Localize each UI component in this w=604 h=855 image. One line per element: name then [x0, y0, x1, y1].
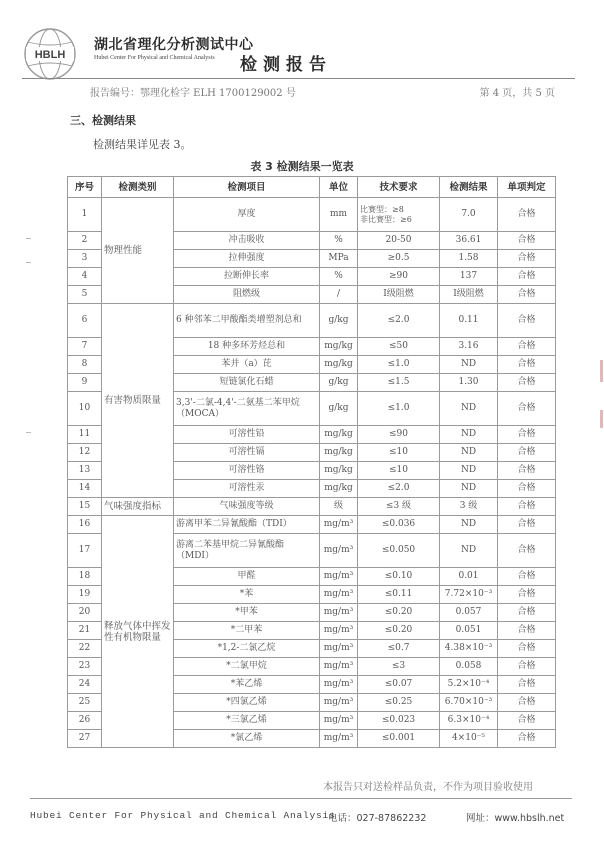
row-number-cell: 8: [68, 356, 102, 374]
disclaimer: 本报告只对送检样品负责，不作为项目验收使用: [323, 782, 533, 793]
test-item-cell: *四氯乙烯: [174, 694, 320, 712]
test-item-cell: 可溶性汞: [174, 480, 320, 498]
table-header-row: [68, 177, 556, 198]
organization-name-cn: 湖北省理化分析测试中心: [94, 37, 254, 53]
requirement-cell: ≤1.5: [358, 374, 440, 392]
judgement-cell: 合格: [498, 712, 556, 730]
requirement-cell: ≤0.20: [358, 622, 440, 640]
report-title: 检测报告: [240, 55, 332, 75]
row-number-cell: 20: [68, 604, 102, 622]
test-item-cell: *三氯乙烯: [174, 712, 320, 730]
requirement-cell: ≤2.0: [358, 304, 440, 338]
unit-cell: %: [320, 268, 358, 286]
unit-cell: mg/m³: [320, 712, 358, 730]
test-item-cell: *1,2-二氯乙烷: [174, 640, 320, 658]
page-edge-mark: [600, 410, 603, 428]
row-number-cell: 7: [68, 338, 102, 356]
unit-cell: mg/m³: [320, 694, 358, 712]
test-item-cell: 苯并（a）芘: [174, 356, 320, 374]
requirement-cell: ≥90: [358, 268, 440, 286]
judgement-cell: 合格: [498, 250, 556, 268]
test-item-cell: *二甲苯: [174, 622, 320, 640]
judgement-cell: 合格: [498, 604, 556, 622]
result-cell: ND: [440, 516, 498, 534]
row-number-cell: 19: [68, 586, 102, 604]
row-number-cell: 11: [68, 426, 102, 444]
unit-cell: mg/m³: [320, 568, 358, 586]
result-cell: 6.3×10⁻⁴: [440, 712, 498, 730]
category-cell: 气味强度指标: [102, 498, 174, 516]
requirement-cell: Ⅰ级阻燃: [358, 286, 440, 304]
header-cell: 检测项目: [174, 177, 320, 198]
margin-mark: [26, 432, 31, 433]
requirement-cell: 比赛型：≥8 非比赛型：≥6: [358, 198, 440, 232]
unit-cell: MPa: [320, 250, 358, 268]
judgement-cell: 合格: [498, 338, 556, 356]
unit-cell: mg/m³: [320, 534, 358, 568]
table-row: [68, 498, 556, 516]
footer-phone: 电话：027-87862232: [328, 813, 427, 824]
table-row: [68, 516, 556, 534]
table-row: [68, 198, 556, 232]
margin-mark: [26, 238, 31, 239]
judgement-cell: 合格: [498, 568, 556, 586]
page-number: 第 4 页，共 5 页: [479, 88, 555, 99]
requirement-cell: ≤0.023: [358, 712, 440, 730]
judgement-cell: 合格: [498, 462, 556, 480]
judgement-cell: 合格: [498, 232, 556, 250]
header-cell: 单项判定: [498, 177, 556, 198]
header-cell: 单位: [320, 177, 358, 198]
requirement-cell: ≤10: [358, 462, 440, 480]
unit-cell: mg/kg: [320, 444, 358, 462]
unit-cell: mg/kg: [320, 338, 358, 356]
header-cell: 技术要求: [358, 177, 440, 198]
test-item-cell: *二氯甲烷: [174, 658, 320, 676]
test-item-cell: 拉伸强度: [174, 250, 320, 268]
test-item-cell: 冲击吸收: [174, 232, 320, 250]
result-cell: 3.16: [440, 338, 498, 356]
unit-cell: mg/m³: [320, 676, 358, 694]
test-item-cell: 拉断伸长率: [174, 268, 320, 286]
requirement-cell: ≤1.0: [358, 392, 440, 426]
result-cell: 0.051: [440, 622, 498, 640]
requirement-cell: ≤90: [358, 426, 440, 444]
requirement-cell: ≤0.001: [358, 730, 440, 748]
judgement-cell: 合格: [498, 534, 556, 568]
test-item-cell: 厚度: [174, 198, 320, 232]
margin-mark: [26, 262, 31, 263]
requirement-cell: ≤0.10: [358, 568, 440, 586]
header-cell: 检测结果: [440, 177, 498, 198]
test-item-cell: 甲醛: [174, 568, 320, 586]
unit-cell: 级: [320, 498, 358, 516]
requirement-cell: ≤0.036: [358, 516, 440, 534]
test-item-cell: 可溶性铬: [174, 462, 320, 480]
result-cell: 6.70×10⁻³: [440, 694, 498, 712]
requirement-cell: ≤0.11: [358, 586, 440, 604]
row-number-cell: 25: [68, 694, 102, 712]
footer-website: 网址：www.hbslh.net: [466, 813, 565, 824]
judgement-cell: 合格: [498, 622, 556, 640]
organization-name-en: Hubei Center For Physical and Chemical Analysis: [94, 55, 215, 61]
test-item-cell: *甲苯: [174, 604, 320, 622]
judgement-cell: 合格: [498, 516, 556, 534]
test-item-cell: *苯: [174, 586, 320, 604]
judgement-cell: 合格: [498, 640, 556, 658]
result-cell: ND: [440, 462, 498, 480]
unit-cell: mg/m³: [320, 516, 358, 534]
judgement-cell: 合格: [498, 356, 556, 374]
row-number-cell: 3: [68, 250, 102, 268]
unit-cell: g/kg: [320, 374, 358, 392]
svg-text:HBLH: HBLH: [34, 49, 66, 61]
result-cell: ND: [440, 480, 498, 498]
page-edge-mark: [600, 360, 603, 382]
results-table: [67, 176, 556, 748]
test-item-cell: 18 种多环芳烃总和: [174, 338, 320, 356]
test-item-cell: 气味强度等级: [174, 498, 320, 516]
test-item-cell: 短链氯化石蜡: [174, 374, 320, 392]
test-item-cell: 可溶性镉: [174, 444, 320, 462]
hblh-globe-logo: [22, 26, 78, 82]
category-cell: 物理性能: [102, 198, 174, 304]
test-item-cell: 游离甲苯二异氰酸酯（TDI）: [174, 516, 320, 534]
unit-cell: mg/m³: [320, 604, 358, 622]
header-cell: 检测类别: [102, 177, 174, 198]
row-number-cell: 24: [68, 676, 102, 694]
result-cell: ND: [440, 392, 498, 426]
unit-cell: mg/kg: [320, 462, 358, 480]
table-caption: 表 3 检测结果一览表: [250, 160, 354, 173]
requirement-cell: ≤1.0: [358, 356, 440, 374]
judgement-cell: 合格: [498, 304, 556, 338]
result-cell: 4×10⁻⁵: [440, 730, 498, 748]
unit-cell: mg/kg: [320, 480, 358, 498]
requirement-cell: ≤0.20: [358, 604, 440, 622]
result-cell: 7.72×10⁻³: [440, 586, 498, 604]
judgement-cell: 合格: [498, 286, 556, 304]
table-row: [68, 304, 556, 338]
result-cell: 5.2×10⁻⁴: [440, 676, 498, 694]
result-cell: ND: [440, 426, 498, 444]
test-item-cell: 3,3'-二氯-4,4'-二氨基二苯甲烷（MOCA）: [174, 392, 320, 426]
test-item-cell: 游离二苯基甲烷二异氰酸酯（MDI）: [174, 534, 320, 568]
row-number-cell: 21: [68, 622, 102, 640]
requirement-cell: ≤2.0: [358, 480, 440, 498]
result-cell: ND: [440, 534, 498, 568]
row-number-cell: 27: [68, 730, 102, 748]
requirement-cell: ≤0.7: [358, 640, 440, 658]
test-item-cell: 可溶性铅: [174, 426, 320, 444]
footer-divider: [30, 798, 572, 799]
requirement-cell: ≤10: [358, 444, 440, 462]
row-number-cell: 17: [68, 534, 102, 568]
footer-organization: Hubei Center For Physical and Chemical Analysis: [30, 810, 336, 821]
result-cell: 137: [440, 268, 498, 286]
row-number-cell: 26: [68, 712, 102, 730]
requirement-cell: 20-50: [358, 232, 440, 250]
test-item-cell: 阻燃级: [174, 286, 320, 304]
result-cell: 0.057: [440, 604, 498, 622]
result-cell: Ⅰ级阻燃: [440, 286, 498, 304]
requirement-cell: ≥0.5: [358, 250, 440, 268]
result-cell: 1.30: [440, 374, 498, 392]
row-number-cell: 2: [68, 232, 102, 250]
test-item-cell: *苯乙烯: [174, 676, 320, 694]
header-cell: 序号: [68, 177, 102, 198]
judgement-cell: 合格: [498, 198, 556, 232]
unit-cell: mg/m³: [320, 586, 358, 604]
letterhead: [22, 26, 582, 86]
row-number-cell: 12: [68, 444, 102, 462]
judgement-cell: 合格: [498, 268, 556, 286]
category-cell: 有害物质限量: [102, 304, 174, 498]
result-cell: 0.01: [440, 568, 498, 586]
row-number-cell: 23: [68, 658, 102, 676]
judgement-cell: 合格: [498, 586, 556, 604]
unit-cell: mg/m³: [320, 640, 358, 658]
row-number-cell: 4: [68, 268, 102, 286]
judgement-cell: 合格: [498, 658, 556, 676]
result-cell: 3 级: [440, 498, 498, 516]
unit-cell: mg/kg: [320, 426, 358, 444]
row-number-cell: 13: [68, 462, 102, 480]
result-cell: 0.058: [440, 658, 498, 676]
judgement-cell: 合格: [498, 444, 556, 462]
result-cell: 36.61: [440, 232, 498, 250]
unit-cell: mm: [320, 198, 358, 232]
judgement-cell: 合格: [498, 426, 556, 444]
row-number-cell: 14: [68, 480, 102, 498]
result-cell: 7.0: [440, 198, 498, 232]
header-divider: [22, 78, 575, 79]
test-item-cell: 6 种邻苯二甲酸酯类增塑剂总和: [174, 304, 320, 338]
judgement-cell: 合格: [498, 730, 556, 748]
row-number-cell: 18: [68, 568, 102, 586]
row-number-cell: 16: [68, 516, 102, 534]
row-number-cell: 6: [68, 304, 102, 338]
unit-cell: mg/kg: [320, 356, 358, 374]
row-number-cell: 9: [68, 374, 102, 392]
requirement-cell: ≤3: [358, 658, 440, 676]
judgement-cell: 合格: [498, 374, 556, 392]
requirement-cell: ≤50: [358, 338, 440, 356]
intro-text: 检测结果详见表 3。: [93, 138, 192, 151]
judgement-cell: 合格: [498, 498, 556, 516]
row-number-cell: 1: [68, 198, 102, 232]
requirement-cell: ≤3 级: [358, 498, 440, 516]
requirement-cell: ≤0.050: [358, 534, 440, 568]
judgement-cell: 合格: [498, 392, 556, 426]
test-item-cell: *氯乙烯: [174, 730, 320, 748]
unit-cell: %: [320, 232, 358, 250]
section-title: 三、检测结果: [70, 114, 136, 127]
unit-cell: g/kg: [320, 392, 358, 426]
unit-cell: mg/m³: [320, 730, 358, 748]
result-cell: ND: [440, 444, 498, 462]
requirement-cell: ≤0.25: [358, 694, 440, 712]
judgement-cell: 合格: [498, 480, 556, 498]
result-cell: 4.38×10⁻³: [440, 640, 498, 658]
report-number: 报告编号：鄂理化检字 ELH 1700129002 号: [90, 88, 296, 99]
result-cell: 0.11: [440, 304, 498, 338]
row-number-cell: 15: [68, 498, 102, 516]
requirement-cell: ≤0.07: [358, 676, 440, 694]
unit-cell: mg/m³: [320, 658, 358, 676]
judgement-cell: 合格: [498, 676, 556, 694]
category-cell: 释放气体中挥发性有机物限量: [102, 516, 174, 748]
unit-cell: mg/m³: [320, 622, 358, 640]
unit-cell: /: [320, 286, 358, 304]
judgement-cell: 合格: [498, 694, 556, 712]
result-cell: ND: [440, 356, 498, 374]
unit-cell: g/kg: [320, 304, 358, 338]
row-number-cell: 5: [68, 286, 102, 304]
result-cell: 1.58: [440, 250, 498, 268]
row-number-cell: 22: [68, 640, 102, 658]
row-number-cell: 10: [68, 392, 102, 426]
